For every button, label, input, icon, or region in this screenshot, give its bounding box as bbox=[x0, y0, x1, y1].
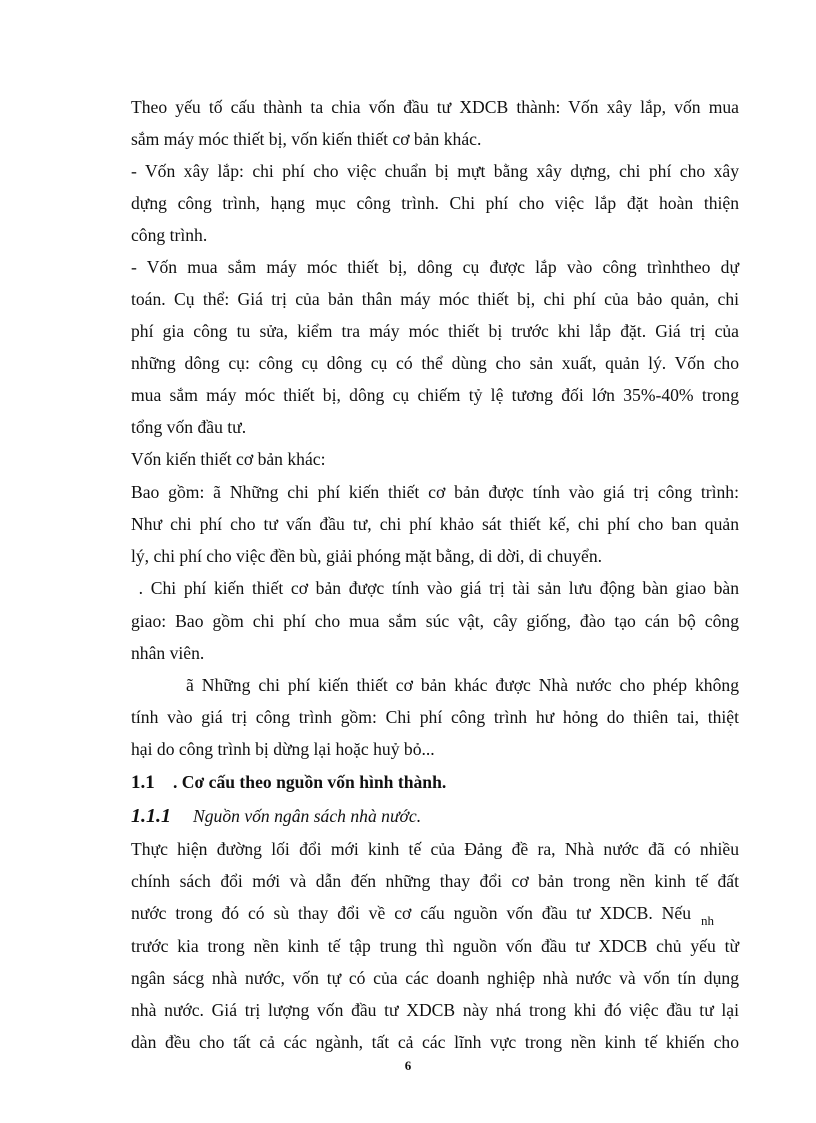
text-line: Vốn kiến thiết cơ bản khác: bbox=[131, 449, 326, 469]
text-line: Thực hiện đường lối đổi mới kinh tế của Đảng đề ra, Nhà nước đã có nhiều bbox=[131, 839, 739, 859]
text-line: ã Những chi phí kiến thiết cơ bản khác được Nhà nước cho phép không bbox=[186, 675, 739, 695]
heading-number: 1.1.1 bbox=[131, 805, 171, 827]
text-line: tính vào giá trị công trình gồm: Chi phí công trình hư hỏng do thiên tai, thiệt bbox=[131, 707, 739, 727]
text-line: Như chi phí cho tư vấn đầu tư, chi phí khảo sát thiết kế, chi phí cho ban quản bbox=[131, 514, 739, 534]
text-line: dựng công trình, hạng mục công trình. Chi phí cho việc lắp đặt hoàn thiện bbox=[131, 193, 739, 213]
text-line: ngân sácg nhà nước, vốn tự có của các doanh nghiệp nhà nước và vốn tín dụng bbox=[131, 968, 739, 988]
text-line: hại do công trình bị dừng lại hoặc huỷ bỏ... bbox=[131, 739, 435, 759]
text-line: Bao gồm: ã Những chi phí kiến thiết cơ bản được tính vào giá trị công trình: bbox=[131, 482, 739, 502]
heading-number: 1.1 bbox=[131, 772, 155, 793]
text-line: nước trong đó có sù thay đổi về cơ cấu nguồn vốn đầu tư XDCB. Nếu bbox=[131, 903, 691, 923]
text-line: tổng vốn đầu tư. bbox=[131, 417, 247, 437]
text-line: sắm máy móc thiết bị, vốn kiến thiết cơ bản khác. bbox=[131, 129, 482, 149]
stray-subscript-text: nh bbox=[701, 913, 714, 928]
text-line: trước kia trong nền kinh tế tập trung thì nguồn vốn đầu tư XDCB chủ yếu từ bbox=[131, 936, 739, 956]
section-heading-1-1-1 bbox=[131, 805, 739, 827]
text-line: nhà nước. Giá trị lượng vốn đầu tư XDCB này nhá trong khi đó việc đầu tư lại bbox=[131, 1000, 739, 1020]
text-line: toán. Cụ thể: Giá trị của bản thân máy móc thiết bị, chi phí của bảo quản, chi bbox=[131, 289, 739, 309]
heading-text: . Cơ cấu theo nguồn vốn hình thành. bbox=[173, 772, 447, 792]
page-number: 6 bbox=[404, 1058, 412, 1073]
text-line: - Vốn mua sắm máy móc thiết bị, dông cụ được lắp vào công trìnhtheo dự bbox=[131, 257, 739, 277]
text-line: phí gia công tu sửa, kiểm tra máy móc thiết bị trước khi lắp đặt. Giá trị của bbox=[131, 321, 739, 341]
text-line: . Chi phí kiến thiết cơ bản được tính vào giá trị tài sản lưu động bàn giao bàn bbox=[131, 578, 739, 598]
section-heading-1-1 bbox=[131, 771, 739, 794]
text-line: chính sách đổi mới và dẫn đến những thay đổi cơ bản trong nền kinh tế đất bbox=[131, 871, 739, 891]
text-line: những dông cụ: công cụ dông cụ có thể dùng cho sản xuất, quản lý. Vốn cho bbox=[131, 353, 739, 373]
text-line: dàn đều cho tất cả các ngành, tất cả các lĩnh vực trong nền kinh tế khiến cho bbox=[131, 1032, 739, 1052]
text-line: Theo yếu tố cấu thành ta chia vốn đầu tư XDCB thành: Vốn xây lắp, vốn mua bbox=[131, 97, 739, 117]
text-line: giao: Bao gồm chi phí cho mua sắm súc vật, cây giống, đào tạo cán bộ công bbox=[131, 611, 739, 631]
text-line: nhân viên. bbox=[131, 643, 205, 663]
heading-text: Nguồn vốn ngân sách nhà nước. bbox=[193, 806, 422, 826]
text-line: lý, chi phí cho việc đền bù, giải phóng mặt bằng, di dời, di chuyển. bbox=[131, 546, 603, 566]
text-line: mua sắm máy móc thiết bị, dông cụ chiếm tỷ lệ tương đối lớn 35%-40% trong bbox=[131, 385, 739, 405]
text-line: - Vốn xây lắp: chi phí cho việc chuẩn bị mựt bằng xây dựng, chi phí cho xây bbox=[131, 161, 739, 181]
text-line: công trình. bbox=[131, 225, 208, 245]
